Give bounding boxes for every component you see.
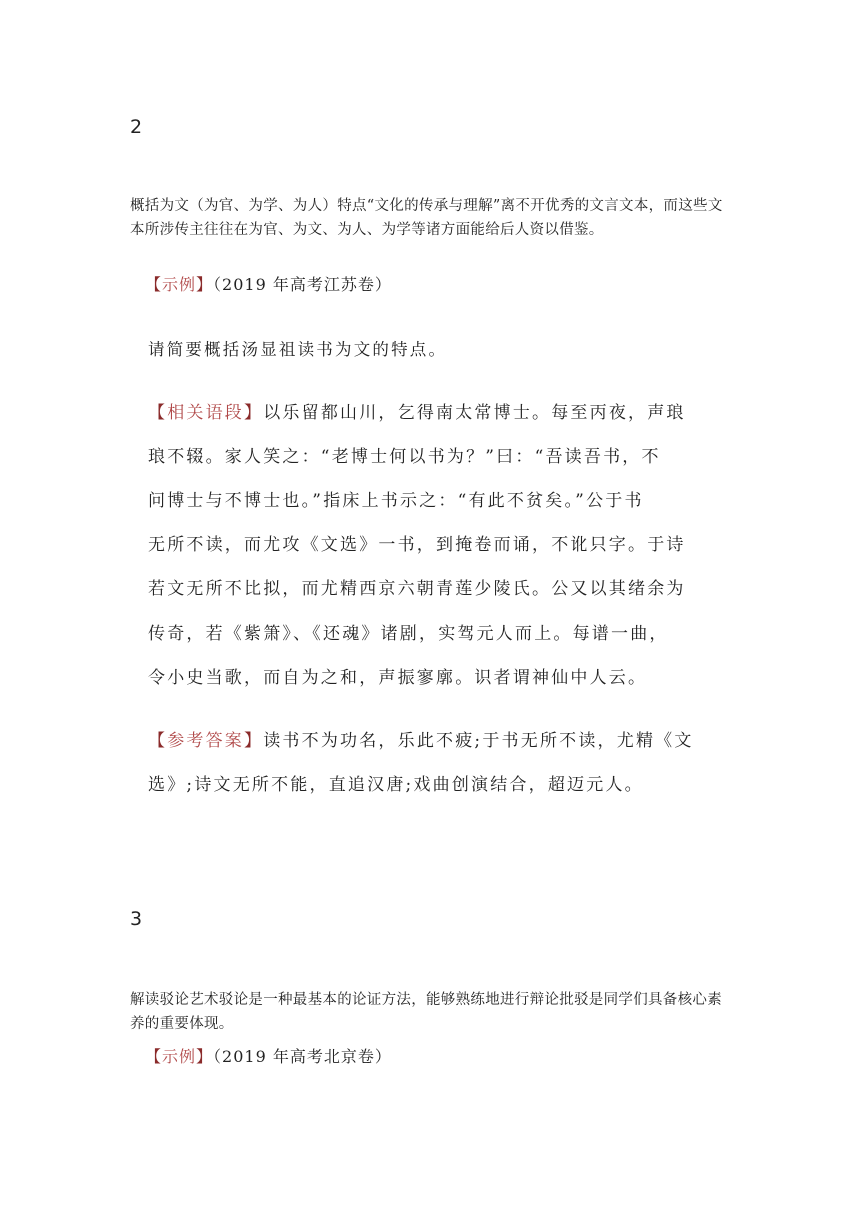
bracket-close: 】 (196, 1047, 214, 1066)
example-label: 示例 (162, 275, 197, 294)
answer-line (148, 726, 694, 751)
example-line (145, 272, 392, 295)
bracket-open: 【 (145, 275, 163, 294)
example-source: （2019 年高考江苏卷） (213, 275, 392, 294)
related-label: 相关语段 (167, 403, 245, 423)
related-line (148, 398, 686, 423)
bracket-close: 】 (196, 275, 214, 294)
section-number: 2 (130, 116, 143, 138)
answer-line: 选》;诗文无所不能，直追汉唐;戏曲创演结合，超迈元人。 (148, 775, 644, 795)
example-line (145, 1044, 392, 1067)
bracket-close: 】 (244, 403, 264, 423)
bracket-open: 【 (148, 403, 168, 423)
section-intro: 解读驳论艺术驳论是一种最基本的论证方法，能够熟练地进行辩论批驳是同学们具备核心素养的重要体现。 (130, 992, 722, 1032)
related-line: 令小史当歌，而自为之和，声振寥廓。识者谓神仙中人云。 (148, 668, 648, 688)
related-line: 琅不辍。家人笑之：“老博士何以书为？”曰：“吾读吾书，不 (148, 447, 661, 467)
example-source: （2019 年高考北京卷） (213, 1047, 392, 1066)
bracket-close: 】 (244, 731, 264, 751)
bracket-open: 【 (148, 731, 168, 751)
section-number: 3 (130, 908, 143, 930)
bracket-open: 【 (145, 1047, 163, 1066)
related-line: 传奇，若《紫箫》、《还魂》诸剧，实驾元人而上。每谱一曲， (148, 624, 669, 644)
related-line: 问博士与不博士也。”指床上书示之：“有此不贫矣。”公于书 (148, 491, 644, 511)
question-text: 请简要概括汤显祖读书为文的特点。 (148, 340, 448, 359)
section-intro: 概括为文（为官、为学、为人）特点“文化的传承与理解”离不开优秀的文言文本，而这些文本所涉传主往往在为官、为文、为人、为学等诸方面能给后人资以借鉴。 (130, 198, 723, 238)
related-line: 无所不读，而尤攻《文选》一书，到掩卷而诵，不讹只字。于诗 (148, 535, 686, 555)
example-label: 示例 (162, 1047, 197, 1066)
related-line: 若文无所不比拟，而尤精西京六朝青莲少陵氏。公又以其绪余为 (148, 579, 686, 599)
answer-label: 参考答案 (167, 731, 245, 751)
answer-text: 读书不为功名，乐此不疲;于书无所不读，尤精《文 (263, 731, 694, 751)
related-text: 以乐留都山川，乞得南太常博士。每至丙夜，声琅 (263, 403, 686, 423)
